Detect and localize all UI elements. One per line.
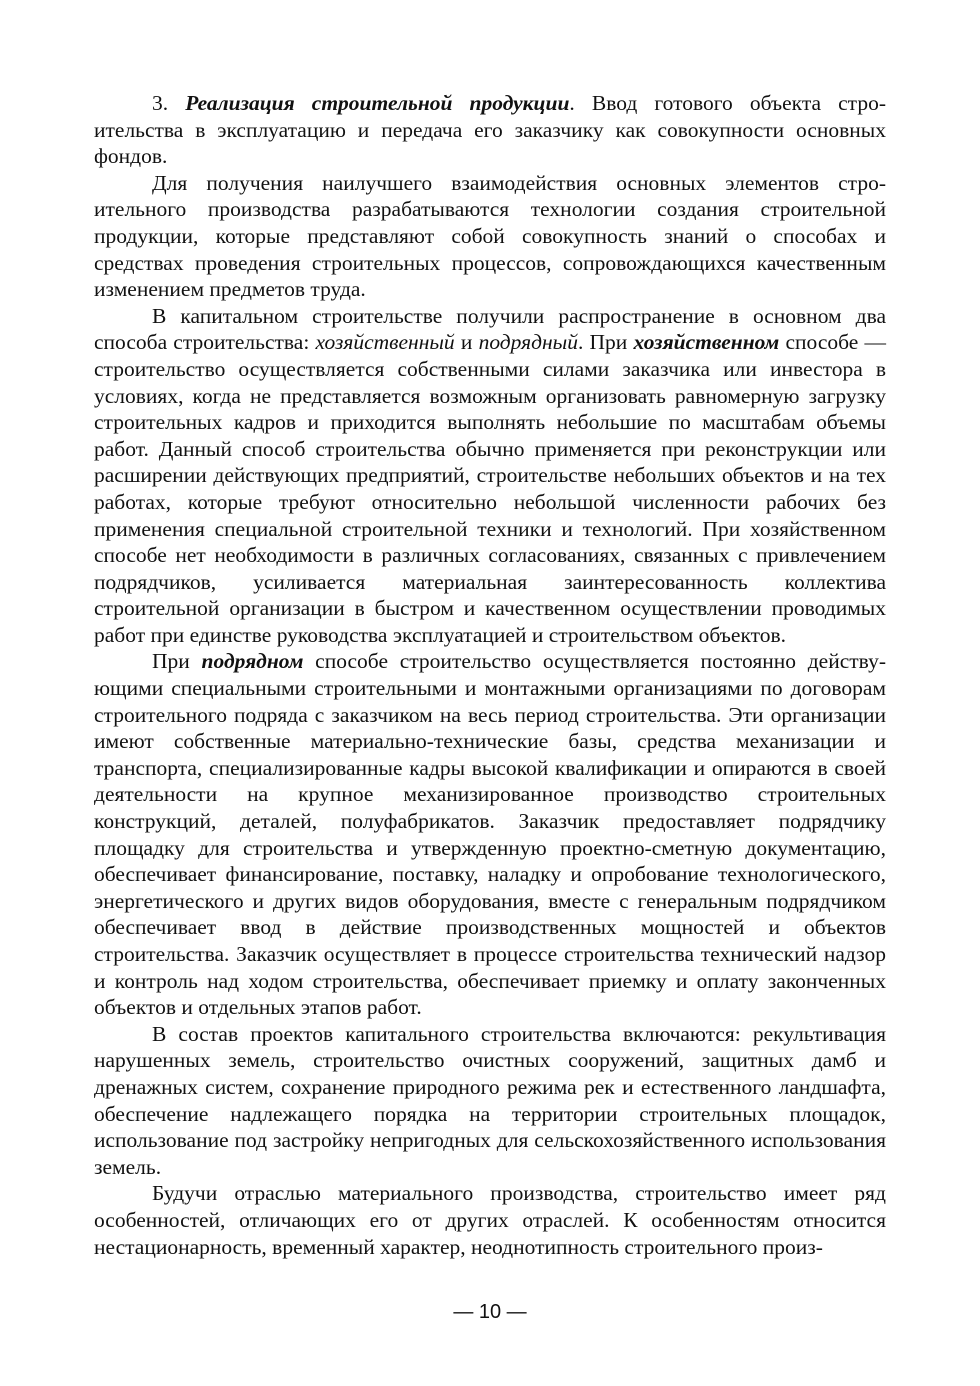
paragraph-2: Для получения наилучшего взаимодействия основных элементов строительного производства разрабатываются технологии создания строительной продукции, которые представляют собой совокупность знаний о способах и средствах проведения строительных процессов, сопровождающихся качественным изменением предметов труда.	[94, 170, 886, 302]
list-number: 3.	[152, 91, 186, 115]
paragraph-1-text: . Ввод готового объекта строительства в эксплуатацию и передача его заказчику как совокупности основных фондов.	[94, 91, 886, 169]
term-household-bold: хозяйственном	[633, 330, 780, 355]
paragraph-3-text-d: способе — строительство осуществляется собственными силами заказчика или инвестора в условиях, когда не представляется возможным организовать равномерную загрузку строительных кадров и приходится выполнять небольшие по масштабам объемы работ. Данный способ строительства обычно применяется при реконструкции или расширении действующих предприятий, строительстве небольших объектов и на тех работах, которые требуют относительно небольшой численности рабочих без применения специальной строительной техники и технологий. При хозяйственном способе нет необходимости в различных согласованиях, связанных с привлечением подрядчиков, усиливается материальная заинтересованность коллектива строительной организации в быстром и качественном осуществлении проводимых работ при единстве руководства эксплуатацией и строительством объектов.	[94, 330, 886, 647]
page-number: — 10 —	[453, 1301, 527, 1323]
paragraph-4-text-b: способе строительство осуществляется постоянно действующими специальными строительными и монтажными организациями по договорам строительного подряда с заказчиком на весь период строительства. Эти организации имеют собственные материально-технические базы, средства механизации и транспорта, специализированные кадры высокой квалификации и опираются в своей деятельности на крупное механизированное производство строительных конструкций, деталей, полуфабрикатов. Заказчик предоставляет подрядчику площадку для строительства и утвержденную проектно-сметную документацию, обеспечивает финансирование, поставку, наладку и опробование технологического, энергетического и других видов оборудования, вместе с генеральным подрядчиком обеспечивает ввод в действие производственных мощностей и объектов строительства. Заказчик осуществляет в процессе строительства технический надзор и контроль над ходом строительства, обеспечивает приемку и оплату законченных объектов и отдельных этапов работ.	[94, 649, 886, 1020]
paragraph-3-text-a: В капитальном строительстве получили распространение в основном два способа строительства:	[94, 303, 886, 355]
paragraph-4	[94, 648, 886, 1020]
term-realization: Реализация строительной продукции	[185, 91, 570, 115]
paragraph-5: В состав проектов капитального строительства включаются: рекультивация нарушенных земель, строительство очистных сооружений, защитных дамб и дренажных систем, сохранение природного режима рек и естественного ландшафта, обеспечение надлежащего порядка на территории строительных площадок, использование под застройку непригодных для сельскохозяйственного использования земель.	[94, 1021, 886, 1179]
paragraph-3-text-c: . При	[577, 330, 634, 355]
term-contract-bold: подрядном	[201, 649, 304, 674]
paragraph-3-text-b: и	[454, 330, 479, 355]
term-contract-italic: подрядный	[478, 330, 578, 355]
term-household-italic: хозяйственный	[315, 330, 455, 355]
paragraph-1	[94, 90, 886, 170]
paragraph-6: Будучи отраслью материального производства, строительство имеет ряд особенностей, отличающих его от других отраслей. К особенностям относится нестационарность, временный характер, неоднотипность строительного произ-	[94, 1181, 886, 1259]
paragraph-4-text-a: При	[152, 649, 202, 674]
paragraph-3	[94, 303, 886, 649]
body-text	[94, 90, 886, 1260]
